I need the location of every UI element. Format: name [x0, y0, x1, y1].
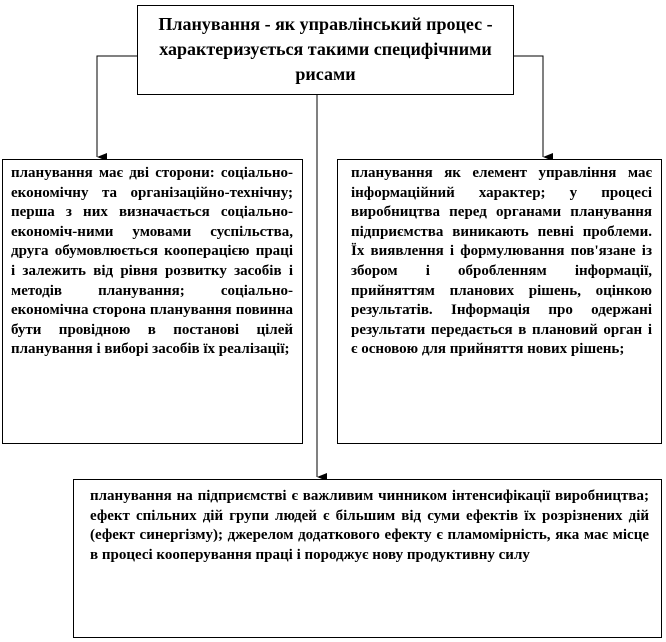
bottom-box: [73, 479, 662, 638]
arrow-to-left-box: [97, 56, 137, 157]
right-box: [337, 159, 662, 444]
left-box: [2, 159, 303, 444]
arrow-to-right-box: [514, 56, 543, 157]
top-box: [137, 5, 514, 95]
right-box-text: планування як елемент управління має інформаційний характер; у процесі виробництва перед органами планування підприємства виникають певні проблеми. Їх виявлення і формулювання пов'язане із збором і обробленням інформації, прийняттям планових рішень, оцінкою результатів. Інформація про одержані результати передається в плановий орган і є основою для прийняття нових рішень;: [351, 165, 652, 358]
top-box-text: Планування - як управлінський процес - характеризується такими специфічними рисами: [158, 14, 493, 84]
bottom-box-text: планування на підприємстві є важливим чинником інтенсифікації виробництва; ефект спільних дій групи людей є більшим від суми ефектів їх розрізнених дій (ефект синергізму); джерелом додаткового ефекту є пламомірність, яка має місце в процесі кооперування праці і породжує нову продуктивну силу: [90, 488, 649, 563]
left-box-text: планування має дві сторони: соціально-економічну та організаційно-технічну; перша з них визначається соціально-економіч-ними умовами суспільства, друга обумовлюється кооперацією праці і залежить від рівня розвитку засобів і методів планування; соціально-економічна сторона планування повинна бути провідною в постанові цілей планування і виборі засобів їх реалізації;: [11, 165, 293, 358]
